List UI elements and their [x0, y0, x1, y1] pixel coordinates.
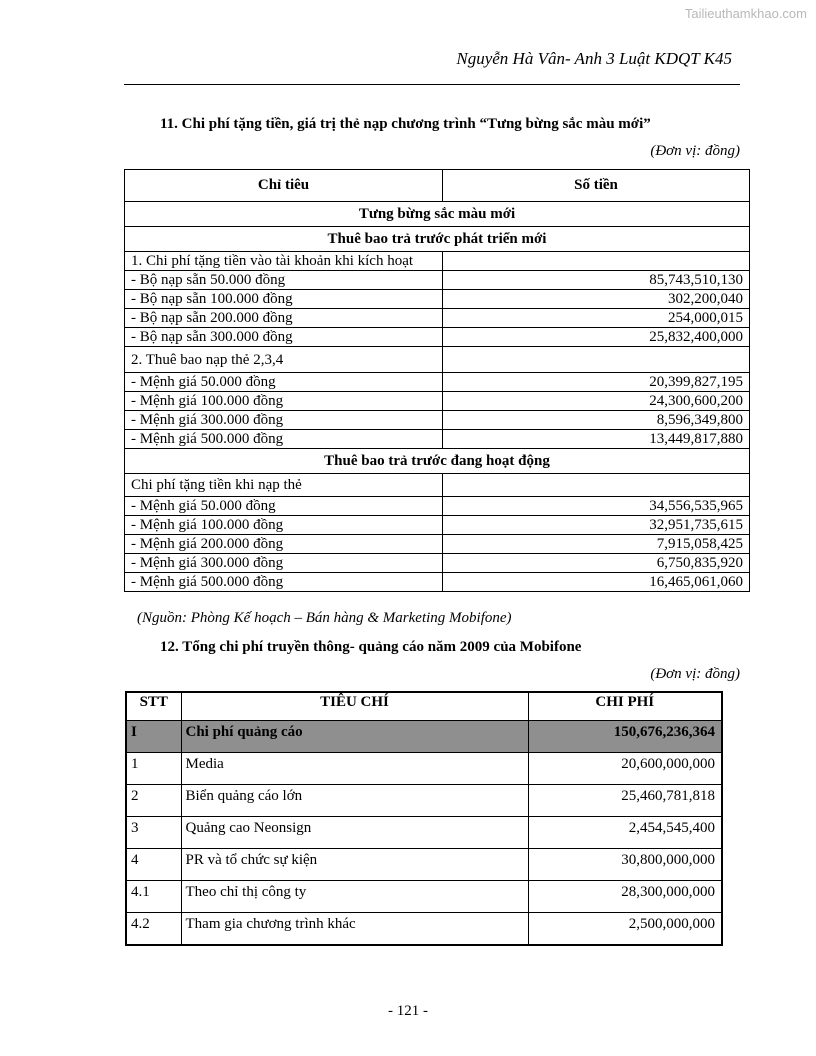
section-11-unit: (Đơn vị: đồng)	[650, 143, 740, 159]
row-stt: 4.2	[126, 913, 181, 946]
sub-header-label: 1. Chi phí tặng tiền vào tài khoản khi kích hoạt	[125, 252, 443, 271]
page-number: - 121 -	[388, 1003, 428, 1019]
row-value: 8,596,349,800	[443, 411, 750, 430]
row-cost: 30,800,000,000	[528, 849, 722, 881]
row-value: 6,750,835,920	[443, 554, 750, 573]
row-value: 25,832,400,000	[443, 328, 750, 347]
row-label: - Bộ nạp sẵn 100.000 đồng	[125, 290, 443, 309]
row-value: 24,300,600,200	[443, 392, 750, 411]
table-row	[126, 881, 722, 913]
row-cost: 25,460,781,818	[528, 785, 722, 817]
sub-header-row	[125, 252, 750, 271]
sub-header-row	[125, 474, 750, 497]
column-header: STT	[126, 692, 181, 721]
table-header-row	[125, 170, 750, 202]
row-label: - Mệnh giá 500.000 đồng	[125, 573, 443, 592]
cost-table-12	[125, 691, 723, 946]
group-title: Thuê bao trả trước phát triển mới	[125, 227, 750, 252]
row-stt: 1	[126, 753, 181, 785]
sub-header-value	[443, 347, 750, 373]
row-value: 7,915,058,425	[443, 535, 750, 554]
section-11-title: 11. Chi phí tặng tiền, giá trị thẻ nạp chương trình “Tưng bừng sắc màu mới”	[160, 116, 651, 132]
row-label: - Bộ nạp sẵn 300.000 đồng	[125, 328, 443, 347]
row-criterion: Chi phí quảng cáo	[181, 721, 528, 753]
section-12-unit: (Đơn vị: đồng)	[650, 666, 740, 682]
table-row	[125, 497, 750, 516]
row-value: 85,743,510,130	[443, 271, 750, 290]
sub-header-value	[443, 252, 750, 271]
section-12-title: 12. Tổng chi phí truyền thông- quảng cáo năm 2009 của Mobifone	[160, 639, 582, 655]
row-criterion: Media	[181, 753, 528, 785]
cost-table-11	[124, 169, 750, 592]
row-value: 13,449,817,880	[443, 430, 750, 449]
row-criterion: Quảng cao Neonsign	[181, 817, 528, 849]
row-label: - Mệnh giá 100.000 đồng	[125, 392, 443, 411]
row-value: 254,000,015	[443, 309, 750, 328]
row-stt: I	[126, 721, 181, 753]
row-criterion: PR và tổ chức sự kiện	[181, 849, 528, 881]
sub-header-value	[443, 474, 750, 497]
table-row	[125, 309, 750, 328]
program-title: Tưng bừng sắc màu mới	[125, 202, 750, 227]
column-header: Chỉ tiêu	[125, 170, 443, 202]
table-row	[125, 535, 750, 554]
table-row	[126, 817, 722, 849]
row-criterion: Biển quảng cáo lớn	[181, 785, 528, 817]
row-value: 302,200,040	[443, 290, 750, 309]
header-author: Nguyễn Hà Vân- Anh 3 Luật KDQT K45	[456, 49, 732, 68]
column-header: CHI PHÍ	[528, 692, 722, 721]
table-row	[126, 785, 722, 817]
row-cost: 28,300,000,000	[528, 881, 722, 913]
row-label: - Bộ nạp sẵn 50.000 đồng	[125, 271, 443, 290]
table-row	[125, 430, 750, 449]
row-stt: 4	[126, 849, 181, 881]
table-row	[126, 913, 722, 946]
sub-header-row	[125, 347, 750, 373]
watermark: Tailieuthamkhao.com	[684, 6, 807, 21]
row-label: - Bộ nạp sẵn 200.000 đồng	[125, 309, 443, 328]
row-label: - Mệnh giá 50.000 đồng	[125, 373, 443, 392]
table-row	[125, 516, 750, 535]
row-cost: 20,600,000,000	[528, 753, 722, 785]
row-cost: 2,454,545,400	[528, 817, 722, 849]
row-value: 32,951,735,615	[443, 516, 750, 535]
row-label: - Mệnh giá 200.000 đồng	[125, 535, 443, 554]
row-cost: 2,500,000,000	[528, 913, 722, 946]
table-header-row	[126, 692, 722, 721]
group-title: Thuê bao trả trước đang hoạt động	[125, 449, 750, 474]
row-stt: 4.1	[126, 881, 181, 913]
program-row	[125, 202, 750, 227]
table-row	[126, 849, 722, 881]
row-criterion: Theo chỉ thị công ty	[181, 881, 528, 913]
sub-header-label: Chi phí tặng tiền khi nạp thẻ	[125, 474, 443, 497]
row-stt: 2	[126, 785, 181, 817]
row-label: - Mệnh giá 100.000 đồng	[125, 516, 443, 535]
row-value: 20,399,827,195	[443, 373, 750, 392]
row-label: - Mệnh giá 300.000 đồng	[125, 411, 443, 430]
table-row	[125, 554, 750, 573]
table-row	[125, 373, 750, 392]
table-row	[125, 392, 750, 411]
source-note: (Nguồn: Phòng Kế hoạch – Bán hàng & Marketing Mobifone)	[137, 610, 512, 626]
row-label: - Mệnh giá 300.000 đồng	[125, 554, 443, 573]
row-value: 34,556,535,965	[443, 497, 750, 516]
row-value: 16,465,061,060	[443, 573, 750, 592]
column-header: TIÊU CHÍ	[181, 692, 528, 721]
group-row	[125, 227, 750, 252]
table-row	[125, 328, 750, 347]
row-cost: 150,676,236,364	[528, 721, 722, 753]
table-row	[125, 290, 750, 309]
header-divider	[124, 84, 740, 85]
row-criterion: Tham gia chương trình khác	[181, 913, 528, 946]
column-header: Số tiền	[443, 170, 750, 202]
group-row	[125, 449, 750, 474]
row-stt: 3	[126, 817, 181, 849]
table-row-highlighted	[126, 721, 722, 753]
table-row	[126, 753, 722, 785]
row-label: - Mệnh giá 500.000 đồng	[125, 430, 443, 449]
row-label: - Mệnh giá 50.000 đồng	[125, 497, 443, 516]
table-row	[125, 271, 750, 290]
sub-header-label: 2. Thuê bao nạp thẻ 2,3,4	[125, 347, 443, 373]
table-row	[125, 411, 750, 430]
table-row	[125, 573, 750, 592]
